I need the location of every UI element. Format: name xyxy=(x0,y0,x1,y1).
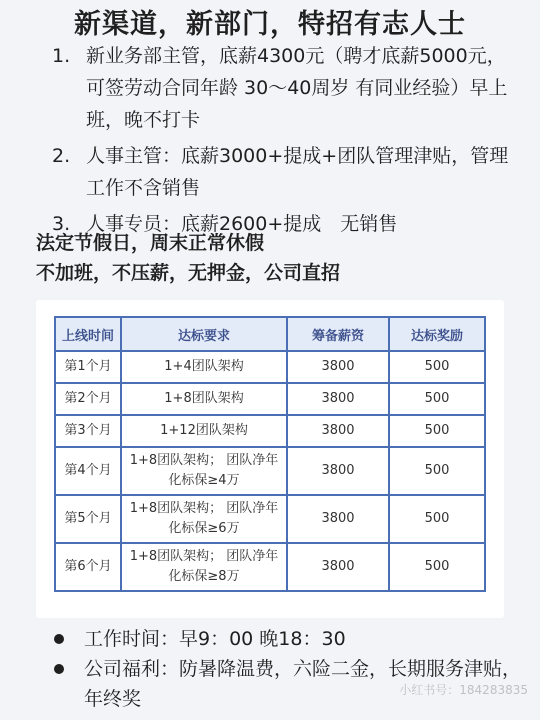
requirement-cell: 1+8团队架构； 团队净年化标保≥4万 xyxy=(121,447,287,495)
item-number: 3. xyxy=(52,213,71,235)
table-row xyxy=(55,447,485,495)
bullet-dot-icon xyxy=(54,634,64,644)
month-cell: 第4个月 xyxy=(55,447,121,495)
requirement-cell: 1+8团队架构； 团队净年化标保≥6万 xyxy=(121,495,287,543)
salary-cell: 3800 xyxy=(287,383,389,415)
table-header-row xyxy=(55,317,485,351)
header-cell: 上线时间 xyxy=(55,317,121,351)
table-row xyxy=(55,543,485,591)
policy-line: 不加班，不压薪，无押金，公司直招 xyxy=(36,262,341,284)
reward-cell: 500 xyxy=(389,447,485,495)
welfare-text: 公司福利：防暑降温费，六险二金，长期服务津贴，年终奖 xyxy=(84,658,522,710)
position-item xyxy=(52,40,522,136)
bullet-dot-icon xyxy=(54,664,64,674)
reward-cell: 500 xyxy=(389,383,485,415)
page-title: 新渠道，新部门，特招有志人士 xyxy=(74,9,466,40)
position-list xyxy=(52,40,522,244)
reward-cell: 500 xyxy=(389,543,485,591)
table-row xyxy=(55,383,485,415)
requirement-cell: 1+4团队架构 xyxy=(121,351,287,383)
month-cell: 第2个月 xyxy=(55,383,121,415)
month-cell: 第6个月 xyxy=(55,543,121,591)
watermark: 小红书号：184283835 xyxy=(399,683,528,697)
bullet-list xyxy=(52,624,522,714)
requirement-cell: 1+8团队架构； 团队净年化标保≥8万 xyxy=(121,543,287,591)
month-cell: 第5个月 xyxy=(55,495,121,543)
table-row xyxy=(55,415,485,447)
salary-cell: 3800 xyxy=(287,447,389,495)
item-number: 2. xyxy=(52,145,71,167)
holiday-line: 法定节假日，周末正常休假 xyxy=(36,232,265,254)
item-number: 1. xyxy=(52,45,71,67)
requirement-cell: 1+8团队架构 xyxy=(121,383,287,415)
list-item xyxy=(52,624,522,654)
work-hours-text: 工作时间：早9：00 晚18：30 xyxy=(84,628,346,650)
salary-cell: 3800 xyxy=(287,495,389,543)
salary-table xyxy=(54,316,486,592)
reward-cell: 500 xyxy=(389,415,485,447)
item-text: 新业务部主管，底薪4300元（聘才底薪5000元，可签劳动合同年龄 30～40周岁 有同业经验）早上班，晚不打卡 xyxy=(86,45,508,131)
table-row xyxy=(55,495,485,543)
salary-cell: 3800 xyxy=(287,415,389,447)
requirement-cell: 1+12团队架构 xyxy=(121,415,287,447)
item-text: 人事专员：底薪2600+提成 无销售 xyxy=(86,213,398,235)
reward-cell: 500 xyxy=(389,351,485,383)
month-cell: 第1个月 xyxy=(55,351,121,383)
item-text: 人事主管：底薪3000+提成+团队管理津贴，管理工作不含销售 xyxy=(86,145,509,199)
header-cell: 达标要求 xyxy=(121,317,287,351)
position-item xyxy=(52,140,522,204)
header-cell: 筹备薪资 xyxy=(287,317,389,351)
salary-table-card xyxy=(36,300,504,618)
reward-cell: 500 xyxy=(389,495,485,543)
salary-cell: 3800 xyxy=(287,351,389,383)
table-row xyxy=(55,351,485,383)
salary-cell: 3800 xyxy=(287,543,389,591)
month-cell: 第3个月 xyxy=(55,415,121,447)
header-cell: 达标奖励 xyxy=(389,317,485,351)
